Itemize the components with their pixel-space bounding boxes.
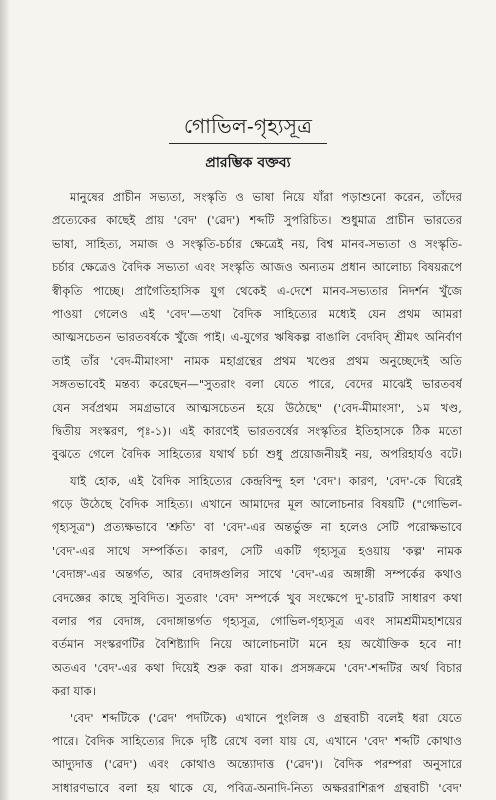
text-line: আত্মসচেতন ভারতবর্ষকে খুঁজে পাই। এ-যুগের ঋষিকল্প বাঙালি বেদবিদ্ শ্রীমৎ অনির্বাণ <box>52 330 462 345</box>
text-line: গড়ে উঠেছে বৈদিক সাহিত্য। এখানে আমাদের মূল আলোচনার বিষয়টি ("গোভিল- <box>52 497 462 512</box>
text-line: যেন সর্বপ্রথম সমগ্রভাবে আত্মসচেতন হয়ে উঠেছে" ('বেদ-মীমাংসা', ১ম খণ্ড, <box>52 400 462 415</box>
text-line: প্রত্যেকের কাছেই প্রায় 'বেদ' ('ৱেদ') শব্দটি সুপরিচিত। শুধুমাত্র প্রাচীন ভারতের <box>52 213 462 228</box>
body-text <box>52 186 462 800</box>
text-line: সঙ্গতভাবেই মন্তব্য করেছেন—"সুতরাং বলা যেতে পারে, বেদের মাঝেই ভারতবর্ষ <box>52 377 462 392</box>
text-line: স্বীকৃতি পাচ্ছে। প্রাগৈতিহাসিক যুগ থেকেই এ-দেশে মানব-সভ্যতার নিদর্শন খুঁজে <box>52 283 462 298</box>
text-line: বর্তমান সংস্করণটির বৈশিষ্ট্যাদি নিয়ে আলোচনাটা মনে হয় অযৌক্তিক হবে না! <box>52 637 462 652</box>
text-line: চর্চার ক্ষেত্রেও বৈদিক সভ্যতা এবং সংস্কৃতি আজও অন্যতম প্রধান আলোচ্য বিষয়রূপে <box>52 260 462 275</box>
text-line: করা যাক। <box>52 684 96 699</box>
text-line: আদ্যুদাত্ত ('ৱেদ') এবং কোথাও অন্ত্যোদাত্ত ('ৱেদ')। বৈদিক পরম্পরা অনুসারে <box>52 757 462 772</box>
text-line: যাই হোক, এই বৈদিক সাহিত্যের কেন্দ্রবিন্দু হল 'বেদ'। কারণ, 'বেদ'-কে ঘিরেই <box>70 473 462 488</box>
text-line: ভাষা, সাহিত্য, সমাজ ও সংস্কৃতি-চর্চার ক্ষেত্রেই নয়, বিশ্ব মানব-সভ্যতা ও সংস্কৃতি- <box>52 236 462 251</box>
text-line: গৃহ্যসূত্র") প্রত্যক্ষভাবে 'শ্রুতি' বা 'বেদ'-এর অন্তর্ভুক্ত না হলেও সেটি পরোক্ষভাবে <box>52 520 462 535</box>
text-line: সাধারণভাবে বলা হয় থাকে যে, পবিত্র-অনাদি-নিত্য অক্ষররাশিরূপ গ্রন্থবাচী 'বেদ' <box>52 780 462 795</box>
text-line: 'বেদাঙ্গ'-এর অন্তর্গত, আর বেদাঙ্গগুলির সাথে 'বেদ'-এর অঙ্গাঙ্গী সম্পর্কের কথাও <box>52 567 462 582</box>
paragraph-2 <box>52 470 462 704</box>
paragraph-3 <box>52 707 462 800</box>
text-line: বেদজ্ঞের কাছে সুবিদিত। সুতরাং 'বেদ' সম্পর্কে খুব সংক্ষেপে দু'-চারটি সাধারণ কথা <box>52 590 462 605</box>
section-subtitle: প্রারম্ভিক বক্তব্য <box>205 155 291 171</box>
title-underline <box>169 143 327 144</box>
text-line: বলার পর বেদাঙ্গ, বেদাঙ্গান্তর্গত গৃহ্যসূত্র, গোভিল-গৃহ্যসূত্র এবং সামশ্রমীমহাশয়ের <box>52 614 462 629</box>
text-line: দ্বিতীয় সংস্করণ, পৃঃ-১)। এই কারণেই ভারতবর্ষের সংস্কৃতির ইতিহাসকে ঠিক মতো <box>52 423 462 438</box>
text-line: 'বেদ'-এর সাথে সম্পর্কিত। কারণ, সেটি একটি গৃহ্যসূত্র হওয়ায় 'কল্প' নামক <box>52 543 462 558</box>
text-line: মানুষের প্রাচীন সভ্যতা, সংস্কৃতি ও ভাষা নিয়ে যাঁরা পড়াশুনো করেন, তাঁদের <box>70 190 462 204</box>
text-line: অতএব 'বেদ'-এর কথা দিয়েই শুরু করা যাক। প্রসঙ্গক্রমে 'বেদ'-শব্দটির অর্থ বিচার <box>52 660 462 675</box>
paragraph-1 <box>52 186 462 467</box>
text-line: পারে। বৈদিক সাহিত্যের দিকে দৃষ্টি রেখে বলা যায় যে, এখানে 'বেদ' শব্দটি কোথাও <box>52 733 462 748</box>
text-line: পাওয়া গেলেও এই 'বেদ'—তথা বৈদিক সাহিত্যের মধ্যেই যেন প্রথম আমরা <box>52 306 462 321</box>
text-line: 'বেদ' শব্দটিকে ('ৱেদ' পদটিকে) এখানে পুংলিঙ্গ ও গ্রন্থবাচী বলেই ধরা যেতে <box>70 710 462 725</box>
chapter-title: গোভিল-গৃহ্যসূত্র <box>183 114 313 138</box>
text-line: বুঝতে গেলে বৈদিক সাহিত্যের যথার্থ চর্চা শুধু প্রয়োজনীয়ই নয়, অপরিহার্যও বটে। <box>52 447 462 462</box>
text-line: তাই তাঁর 'বেদ-মীমাংসা' নামক মহাগ্রন্থের প্রথম খণ্ডের প্রথম অনুচ্ছেদেই অতি <box>52 353 462 368</box>
